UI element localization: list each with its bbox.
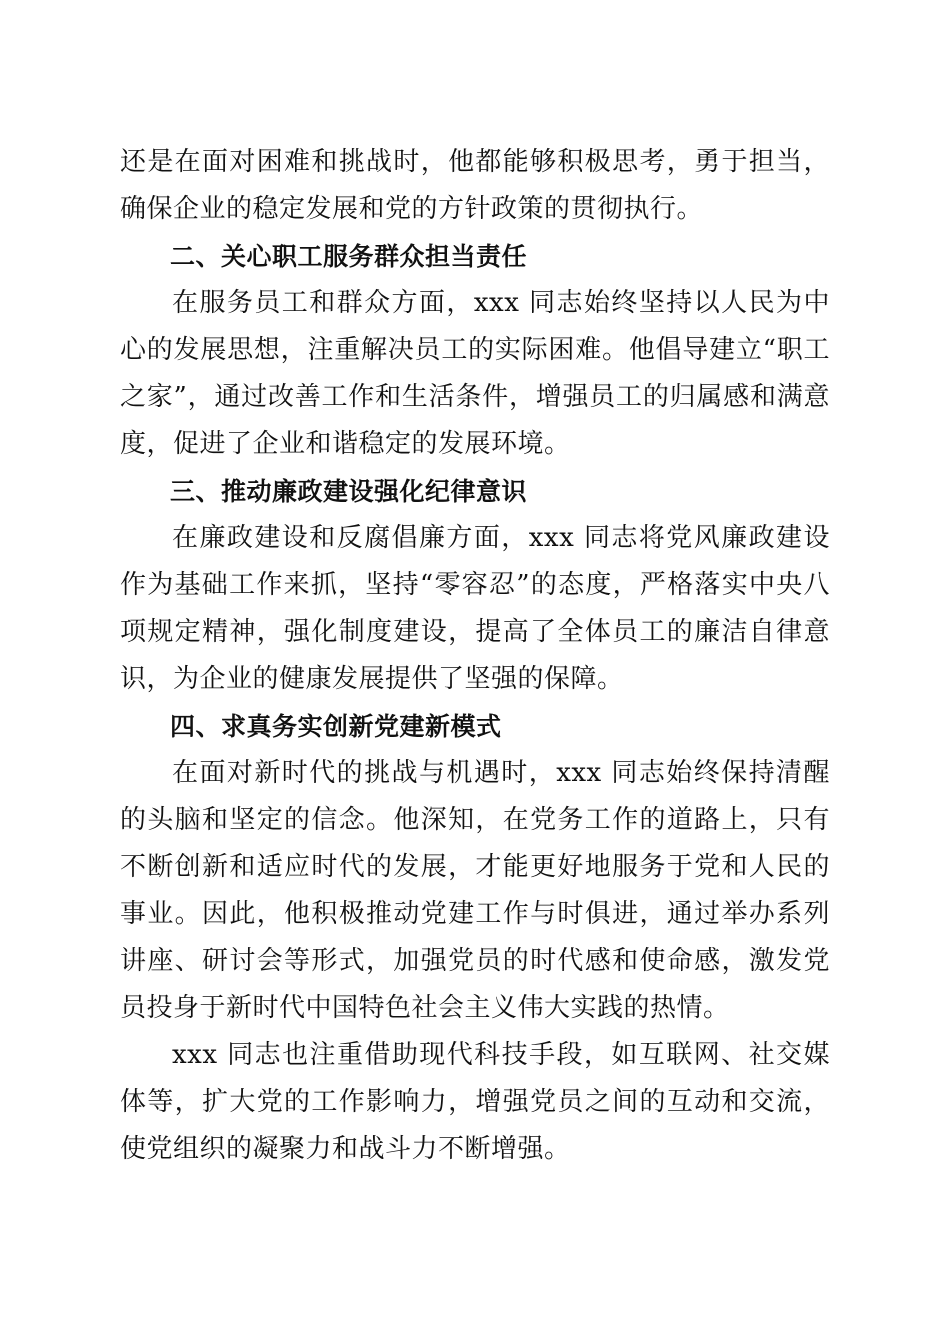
paragraph-technology: xxx 同志也注重借助现代科技手段，如互联网、社交媒体等，扩大党的工作影响力，增强党员之间的互动和交流，使党组织的凝聚力和战斗力不断增强。 (120, 1040, 830, 1164)
paragraph-continued: 还是在面对困难和挑战时，他都能够积极思考，勇于担当，确保企业的稳定发展和党的方针政策的贯彻执行。 (120, 147, 830, 224)
paragraph-integrity: 在廉政建设和反腐倡廉方面，xxx 同志将党风廉政建设作为基础工作来抓，坚持“零容忍”的态度，严格落实中央八项规定精神，强化制度建设，提高了全体员工的廉洁自律意识，为企业的健康发展提供了坚强的保障。 (120, 523, 830, 694)
section-heading-4: 四、求真务实创新党建新模式 (170, 712, 502, 741)
document-page (120, 139, 830, 1173)
section-heading-3: 三、推动廉政建设强化纪律意识 (170, 477, 528, 506)
paragraph-innovation: 在面对新时代的挑战与机遇时，xxx 同志始终保持清醒的头脑和坚定的信念。他深知，在党务工作的道路上，只有不断创新和适应时代的发展，才能更好地服务于党和人民的事业。因此，他积极推动党建工作与时俱进，通过举办系列讲座、研讨会等形式，加强党员的时代感和使命感，激发党员投身于新时代中国特色社会主义伟大实践的热情。 (120, 758, 830, 1023)
section-heading-2: 二、关心职工服务群众担当责任 (170, 242, 528, 271)
paragraph-serving-staff: 在服务员工和群众方面，xxx 同志始终坚持以人民为中心的发展思想，注重解决员工的实际困难。他倡导建立“职工之家”，通过改善工作和生活条件，增强员工的归属感和满意度，促进了企业和谐稳定的发展环境。 (120, 288, 830, 459)
